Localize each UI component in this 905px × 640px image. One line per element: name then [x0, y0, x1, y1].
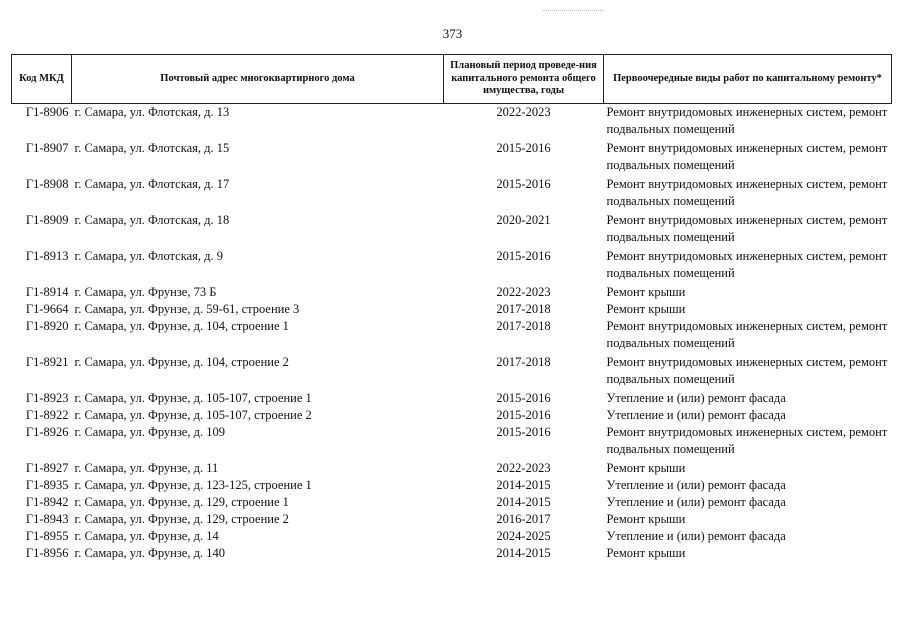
- row-works: Ремонт крыши: [606, 512, 686, 526]
- header-address: Почтовый адрес многоквартирного дома: [72, 55, 444, 104]
- row-works: Утепление и (или) ремонт фасада: [606, 495, 786, 509]
- row-address: г. Самара, ул. Фрунзе, д. 129, строение 1: [74, 495, 289, 509]
- table-row: [12, 407, 892, 424]
- row-works: Ремонт внутридомовых инженерных систем, ремонт подвальных помещений: [606, 355, 888, 386]
- table-row: [12, 318, 892, 354]
- table-row: [12, 477, 892, 494]
- row-period: 2017-2018: [496, 319, 551, 333]
- row-works: Утепление и (или) ремонт фасада: [606, 529, 786, 543]
- table-row: [12, 248, 892, 284]
- row-code: Г1-8922: [25, 408, 69, 422]
- row-period: 2014-2015: [496, 495, 551, 509]
- row-address: г. Самара, ул. Фрунзе, д. 59-61, строение 3: [74, 302, 300, 316]
- row-period: 2020-2021: [496, 213, 551, 227]
- row-address: г. Самара, ул. Фрунзе, д. 14: [74, 529, 219, 543]
- table-header: [12, 55, 892, 104]
- row-period: 2015-2016: [496, 141, 551, 155]
- row-code: Г1-8907: [25, 141, 69, 155]
- row-works: Ремонт внутридомовых инженерных систем, ремонт подвальных помещений: [606, 425, 888, 456]
- row-works: Ремонт крыши: [606, 546, 686, 560]
- table-row: [12, 212, 892, 248]
- row-code: Г1-8926: [25, 425, 69, 439]
- row-code: Г1-8943: [25, 512, 69, 526]
- row-period: 2024-2025: [496, 529, 551, 543]
- table-row: [12, 528, 892, 545]
- header-period: Плановый период проведе-ния капитального ремонта общего имущества, годы: [444, 55, 604, 104]
- row-code: Г1-8955: [25, 529, 69, 543]
- row-code: Г1-8935: [25, 478, 69, 492]
- table-body: [12, 104, 892, 563]
- row-address: г. Самара, ул. Фрунзе, д. 104, строение 1: [74, 319, 289, 333]
- table-row: [12, 104, 892, 141]
- row-address: г. Самара, ул. Фрунзе, д. 105-107, строение 1: [74, 391, 312, 405]
- row-code: Г1-8927: [25, 461, 69, 475]
- row-period: 2022-2023: [496, 105, 551, 119]
- scan-artifact-line: [543, 10, 603, 11]
- row-works: Ремонт внутридомовых инженерных систем, ремонт подвальных помещений: [606, 177, 888, 208]
- row-code: Г1-8942: [25, 495, 69, 509]
- row-period: 2016-2017: [496, 512, 551, 526]
- row-code: Г1-9664: [25, 302, 69, 316]
- row-works: Ремонт внутридомовых инженерных систем, ремонт подвальных помещений: [606, 141, 888, 172]
- row-code: Г1-8909: [25, 213, 69, 227]
- row-works: Утепление и (или) ремонт фасада: [606, 391, 786, 405]
- row-address: г. Самара, ул. Фрунзе, 73 Б: [74, 285, 217, 299]
- row-works: Ремонт крыши: [606, 302, 686, 316]
- table-row: [12, 460, 892, 477]
- row-code: Г1-8908: [25, 177, 69, 191]
- row-works: Ремонт внутридомовых инженерных систем, ремонт подвальных помещений: [606, 319, 888, 350]
- row-works: Ремонт крыши: [606, 461, 686, 475]
- table-row: [12, 494, 892, 511]
- row-period: 2022-2023: [496, 461, 551, 475]
- row-code: Г1-8913: [25, 249, 69, 263]
- row-code: Г1-8923: [25, 391, 69, 405]
- table-row: [12, 140, 892, 176]
- row-period: 2014-2015: [496, 546, 551, 560]
- row-works: Ремонт внутридомовых инженерных систем, ремонт подвальных помещений: [606, 213, 888, 244]
- row-works: Утепление и (или) ремонт фасада: [606, 478, 786, 492]
- row-code: Г1-8914: [25, 285, 69, 299]
- row-address: г. Самара, ул. Фрунзе, д. 104, строение 2: [74, 355, 289, 369]
- row-code: Г1-8921: [25, 355, 69, 369]
- row-address: г. Самара, ул. Фрунзе, д. 123-125, строение 1: [74, 478, 312, 492]
- row-works: Ремонт крыши: [606, 285, 686, 299]
- row-address: г. Самара, ул. Флотская, д. 18: [74, 213, 230, 227]
- row-address: г. Самара, ул. Фрунзе, д. 11: [74, 461, 219, 475]
- header-works: Первоочередные виды работ по капитальному ремонту*: [604, 55, 892, 104]
- row-code: Г1-8906: [25, 105, 69, 119]
- table-row: [12, 390, 892, 407]
- row-works: Утепление и (или) ремонт фасада: [606, 408, 786, 422]
- row-address: г. Самара, ул. Фрунзе, д. 140: [74, 546, 225, 560]
- row-works: Ремонт внутридомовых инженерных систем, ремонт подвальных помещений: [606, 249, 888, 280]
- row-period: 2015-2016: [496, 425, 551, 439]
- row-address: г. Самара, ул. Флотская, д. 17: [74, 177, 230, 191]
- table-row: [12, 511, 892, 528]
- row-period: 2017-2018: [496, 302, 551, 316]
- row-period: 2014-2015: [496, 478, 551, 492]
- table-row: [12, 354, 892, 390]
- row-address: г. Самара, ул. Флотская, д. 15: [74, 141, 230, 155]
- header-code: Код МКД: [12, 55, 72, 104]
- table-row: [12, 176, 892, 212]
- table-row: [12, 424, 892, 460]
- row-period: 2015-2016: [496, 249, 551, 263]
- capital-repair-table: [11, 54, 892, 562]
- row-period: 2015-2016: [496, 177, 551, 191]
- row-period: 2015-2016: [496, 408, 551, 422]
- row-works: Ремонт внутридомовых инженерных систем, ремонт подвальных помещений: [606, 105, 888, 136]
- row-address: г. Самара, ул. Фрунзе, д. 129, строение 2: [74, 512, 289, 526]
- page-number: 373: [442, 26, 463, 41]
- table-row: [12, 284, 892, 301]
- row-address: г. Самара, ул. Фрунзе, д. 109: [74, 425, 225, 439]
- row-code: Г1-8956: [25, 546, 69, 560]
- row-period: 2022-2023: [496, 285, 551, 299]
- row-code: Г1-8920: [25, 319, 69, 333]
- row-period: 2017-2018: [496, 355, 551, 369]
- row-address: г. Самара, ул. Флотская, д. 9: [74, 249, 223, 263]
- table-row: [12, 301, 892, 318]
- row-period: 2015-2016: [496, 391, 551, 405]
- table-row: [12, 545, 892, 562]
- row-address: г. Самара, ул. Флотская, д. 13: [74, 105, 230, 119]
- row-address: г. Самара, ул. Фрунзе, д. 105-107, строение 2: [74, 408, 312, 422]
